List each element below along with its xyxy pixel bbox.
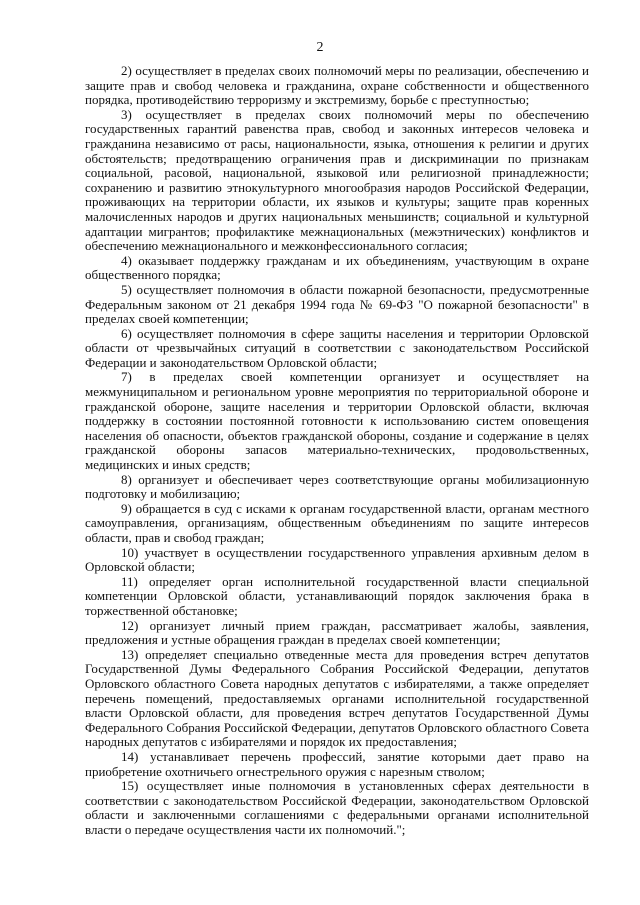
paragraph-item-13: 13) определяет специально отведенные места для проведения встреч депутатов Государственной Думы Федерального Собрания Российской Федерации, депутатов Орловского областного Совета народных депутатов с избирателями, а также определяет перечень помещений, предоставляемых органами исполнительной государственной власти Орловской области, для проведения встреч депутатов Государственной Думы Федерального Собрания Российской Федерации, депутатов Орловского областного Совета народных депутатов с избирателями и порядок их предоставления; [85,646,589,750]
paragraph-item-10: 10) участвует в осуществлении государственного управления архивным делом в Орловской области; [85,544,589,575]
paragraph-item-7: 7) в пределах своей компетенции организует и осуществляет на межмуниципальном и региональном уровне мероприятия по территориальной обороне и гражданской обороне, защите населения и территории Орловской области, включая поддержку в состоянии постоянной готовности к использованию систем оповещения населения об опасности, объектов гражданской обороны, создание и содержание в целях гражданской обороны запасов материально-технических, продовольственных, медицинских и иных средств; [85,369,589,473]
page-number: 2 [316,40,324,55]
paragraph-item-3: 3) осуществляет в пределах своих полномочий меры по обеспечению государственных гарантий равенства прав, свобод и законных интересов человека и гражданина независимо от расы, национальности, языка, отношения к религии и других обстоятельств; предотвращению ограничения прав и дискриминации по признакам социальной, расовой, национальной, языковой или религиозной принадлежности; сохранению и развитию этнокультурного многообразия народов Российской Федерации, проживающих на территории области, их языков и культуры; защите прав коренных малочисленных народов и других национальных меньшинств; социальной и культурной адаптации мигрантов; профилактике межнациональных (межэтнических) конфликтов и обеспечению межнационального и межконфессионального согласия; [85,106,589,254]
paragraph-item-5: 5) осуществляет полномочия в области пожарной безопасности, предусмотренные Федеральным законом от 21 декабря 1994 года № 69-ФЗ "О пожарной безопасности" в пределах своей компетенции; [85,281,589,327]
paragraph-item-8: 8) организует и обеспечивает через соответствующие органы мобилизационную подготовку и мобилизацию; [85,471,589,502]
paragraph-item-14: 14) устанавливает перечень профессий, занятие которыми дает право на приобретение охотничьего огнестрельного оружия с нарезным стволом; [85,748,589,779]
paragraph-item-9: 9) обращается в суд с исками к органам государственной власти, органам местного самоуправления, организациям, общественным объединениям по защите интересов области, прав и свобод граждан; [85,500,589,545]
paragraph-item-15: 15) осуществляет иные полномочия в установленных сферах деятельности в соответствии с законодательством Российской Федерации, законодательством Орловской области и заключенными соглашениями с федеральными органами исполнительной власти о передаче осуществления части их полномочий."; [85,778,589,837]
paragraph-item-6: 6) осуществляет полномочия в сфере защиты населения и территории Орловской области от чрезвычайных ситуаций в соответствии с законодательством Российской Федерации и законодательством Орловской области; [85,325,589,370]
paragraph-item-12: 12) организует личный прием граждан, рассматривает жалобы, заявления, предложения и устные обращения граждан в пределах своей компетенции; [85,617,589,648]
paragraph-item-4: 4) оказывает поддержку гражданам и их объединениям, участвующим в охране общественного порядка; [85,252,589,283]
paragraph-item-2: 2) осуществляет в пределах своих полномочий меры по реализации, обеспечению и защите прав и свобод человека и гражданина, охране собственности и общественного порядка, противодействию терроризму и экстремизму, борьбе с преступностью; [85,63,589,108]
document-body [85,64,589,837]
paragraph-item-11: 11) определяет орган исполнительной государственной власти специальной компетенции Орловской области, устанавливающий порядок заключения брака в торжественной обстановке; [85,573,589,618]
